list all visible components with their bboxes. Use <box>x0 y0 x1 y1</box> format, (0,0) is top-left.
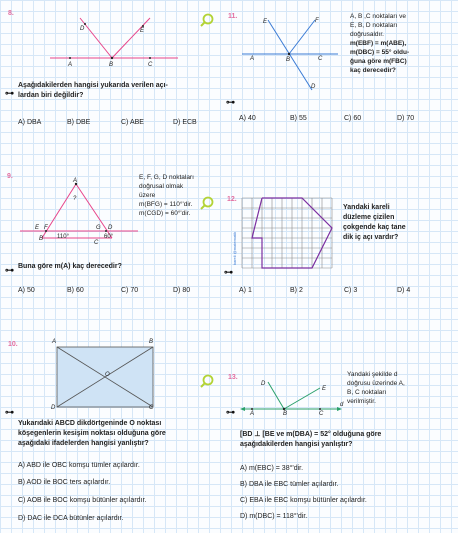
q13-given-line: Yandaki şekilde d <box>347 371 398 378</box>
q10-option-c[interactable]: C) AOB ile BOC komşu bütünler açılardır. <box>18 497 147 504</box>
q10-option-d[interactable]: D) DAC ile DCA bütünler açılardır. <box>18 515 124 522</box>
q9-option-a[interactable]: A) 50 <box>18 287 35 294</box>
q13-question <box>240 430 454 450</box>
q13-question-line: [BD ⊥ [BE ve m(DBA) = 52° olduğuna göre <box>240 431 382 438</box>
q11-option-a[interactable]: A) 40 <box>239 115 256 122</box>
q9-angle-60: 60° <box>104 234 114 240</box>
magnifier-icon <box>200 374 214 388</box>
q11-given <box>350 12 456 75</box>
q13-option-a[interactable]: A) m(EBC) = 38°'dir. <box>240 465 304 472</box>
q11-key-icon: ⊶ <box>226 97 235 107</box>
q13-label-d-line: d <box>340 402 344 408</box>
q11-figure <box>240 14 340 94</box>
q12-number: 12. <box>227 196 237 203</box>
q8-label-c: C <box>148 62 153 68</box>
q12-question-line: dik iç açı vardır? <box>343 234 399 241</box>
q9-given-line: üzere <box>139 192 156 199</box>
q10-key-icon: ⊶ <box>5 407 14 417</box>
q10-rectangle-figure <box>56 346 154 410</box>
q9-given <box>139 173 219 218</box>
q10-question-line: aşağıdaki ifadelerden hangisi yanlıştır? <box>18 440 149 447</box>
q9-number: 9. <box>7 173 13 180</box>
q13-given <box>347 370 455 406</box>
q10-question-line: köşegenlerin kesişim noktası olduğuna göre <box>18 430 166 437</box>
q12-side-label: kareli @matematik <box>232 231 237 265</box>
q11-option-d[interactable]: D) 70 <box>397 115 415 122</box>
q10-number: 10. <box>8 341 18 348</box>
q9-label-d: D <box>108 225 113 231</box>
q12-option-a[interactable]: A) 1 <box>239 287 252 294</box>
q12-question <box>343 203 453 243</box>
q13-label-d: D <box>261 381 266 387</box>
q9-label-f: F <box>44 225 48 231</box>
q9-given-line: doğrusal olmak <box>139 183 184 190</box>
q8-number: 8. <box>8 10 14 17</box>
q11-label-c: C <box>318 56 323 62</box>
q12-question-line: Yandaki kareli <box>343 204 390 211</box>
q13-option-d[interactable]: D) m(DBC) = 118°'dir. <box>240 513 308 520</box>
q13-figure <box>240 378 342 414</box>
q8-label-e: E <box>140 28 145 34</box>
q13-given-line: verilmiştir. <box>347 398 376 405</box>
q8-question-line1: Aşağıdakilerden hangisi yukarıda verilen açı- <box>18 82 168 89</box>
q9-angle-110: 110° <box>57 234 69 240</box>
q11-given-line: m(DBC) = 55° oldu- <box>350 49 410 56</box>
q9-figure <box>20 180 140 250</box>
q9-given-line: m(CGD) = 60°'dir. <box>139 210 191 217</box>
q9-given-line: E, F, G, D noktaları <box>139 174 194 181</box>
q9-key-icon: ⊶ <box>5 265 14 275</box>
q9-label-c: C <box>94 240 99 246</box>
q8-label-d: D <box>80 26 85 32</box>
q10-label-b: B <box>149 339 154 345</box>
q13-label-b: B <box>283 411 288 417</box>
q11-label-e: E <box>263 19 268 25</box>
q13-given-line: B, C noktaları <box>347 389 387 396</box>
q11-label-a: A <box>250 56 255 62</box>
q9-label-g: G <box>96 225 101 231</box>
q8-key-icon: ⊶ <box>5 88 14 98</box>
q12-question-line: düzleme çizilen <box>343 214 395 221</box>
q11-label-d: D <box>311 84 316 90</box>
q10-label-c: C <box>149 405 154 411</box>
q11-given-line: kaç derecedir? <box>350 67 396 74</box>
q12-grid-figure <box>240 196 334 276</box>
q9-option-b[interactable]: B) 60 <box>67 287 84 294</box>
q9-label-b: B <box>39 236 44 242</box>
q9-label-e: E <box>35 225 40 231</box>
magnifier-icon <box>200 13 214 27</box>
q11-given-line: A, B ,C noktaları ve <box>350 13 406 20</box>
q13-label-e: E <box>322 386 327 392</box>
q10-label-o: O <box>105 372 110 378</box>
q9-label-a: A <box>73 178 78 184</box>
q11-label-f: F <box>315 18 319 24</box>
q8-option-b[interactable]: B) DBE <box>67 119 91 126</box>
q11-number: 11. <box>228 13 238 20</box>
q13-option-c[interactable]: C) EBA ile EBC komşu bütünler açılardır. <box>240 497 367 504</box>
q12-option-d[interactable]: D) 4 <box>397 287 411 294</box>
q10-question <box>18 419 218 449</box>
q13-number: 13. <box>228 374 238 381</box>
q12-question-line: çokgende kaç tane <box>343 224 406 231</box>
q13-option-b[interactable]: B) DBA ile EBC tümler açılardır. <box>240 481 339 488</box>
q13-label-a: A <box>250 411 255 417</box>
q11-option-b[interactable]: B) 55 <box>290 115 307 122</box>
q12-key-icon: ⊶ <box>224 267 233 277</box>
q11-label-b: B <box>286 57 291 63</box>
q9-given-line: m(BFG) = 110°'dir. <box>139 201 193 208</box>
q11-given-line: doğrusaldır. <box>350 31 384 38</box>
q9-option-d[interactable]: D) 80 <box>173 287 191 294</box>
q8-option-d[interactable]: D) ECB <box>173 119 197 126</box>
q10-label-a: A <box>52 339 57 345</box>
q9-question: Buna göre m(A) kaç derecedir? <box>18 263 122 270</box>
q10-option-b[interactable]: B) AOD ile BOC ters açılardır. <box>18 479 111 486</box>
q12-option-b[interactable]: B) 2 <box>290 287 303 294</box>
q9-label-question: ? <box>73 196 77 202</box>
q8-label-a: A <box>68 62 73 68</box>
q13-label-c: C <box>319 411 324 417</box>
q8-option-c[interactable]: C) ABE <box>121 119 144 126</box>
q11-given-line: ğuna göre m(FBC) <box>350 58 407 65</box>
q11-given-line: E, B, D noktaları <box>350 22 398 29</box>
q13-question-line: aşağıdakilerden hangisi yanlıştır? <box>240 441 353 448</box>
q13-given-line: doğrusu üzerinde A, <box>347 380 405 387</box>
q8-question-line2: lardan biri değildir? <box>18 92 84 99</box>
q9-option-c[interactable]: C) 70 <box>121 287 139 294</box>
q10-question-line: Yukarıdaki ABCD dikdörtgeninde O noktası <box>18 420 162 427</box>
q11-given-line: m(EBF) = m(ABE), <box>350 40 407 47</box>
q11-option-c[interactable]: C) 60 <box>344 115 362 122</box>
q8-option-a[interactable]: A) DBA <box>18 119 42 126</box>
q8-label-b: B <box>109 62 114 68</box>
q13-key-icon: ⊶ <box>226 407 235 417</box>
q10-option-a[interactable]: A) ABD ile OBC komşu tümler açılardır. <box>18 462 140 469</box>
q12-option-c[interactable]: C) 3 <box>344 287 358 294</box>
q10-label-d: D <box>51 405 56 411</box>
